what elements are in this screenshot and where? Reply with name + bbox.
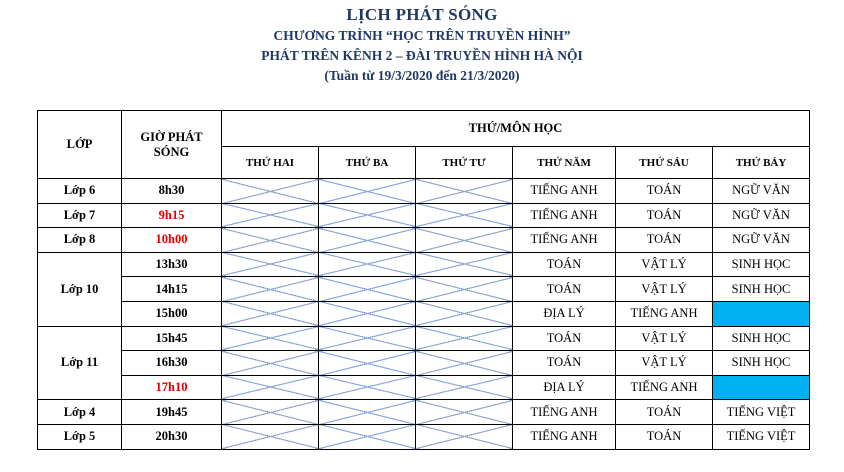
subject-cell-friday: TOÁN — [616, 203, 713, 228]
header-day-thursday: THỨ NĂM — [513, 147, 616, 179]
table-row — [38, 351, 810, 376]
empty-cell-tuesday — [319, 424, 416, 449]
table-row — [38, 179, 810, 204]
header-class: LỚP — [38, 111, 122, 179]
empty-cell-wednesday — [416, 252, 513, 277]
class-cell: Lớp 4 — [38, 400, 122, 425]
empty-cell-monday — [222, 179, 319, 204]
empty-cell-monday — [222, 277, 319, 302]
subject-cell-saturday: SINH HỌC — [713, 326, 810, 351]
empty-cell-monday — [222, 424, 319, 449]
table-row — [38, 375, 810, 400]
empty-cell-wednesday — [416, 424, 513, 449]
empty-cell-tuesday — [319, 252, 416, 277]
class-cell: Lớp 6 — [38, 179, 122, 204]
subject-cell-thursday: TOÁN — [513, 351, 616, 376]
empty-cell-tuesday — [319, 277, 416, 302]
subject-cell-friday: TIẾNG ANH — [616, 301, 713, 326]
table-row — [38, 326, 810, 351]
class-cell: Lớp 5 — [38, 424, 122, 449]
subject-cell-thursday: TIẾNG ANH — [513, 203, 616, 228]
subject-cell-saturday: SINH HỌC — [713, 277, 810, 302]
header-day-tuesday: THỨ BA — [319, 147, 416, 179]
empty-cell-monday — [222, 252, 319, 277]
time-cell: 19h45 — [122, 400, 222, 425]
empty-cell-monday — [222, 400, 319, 425]
subject-cell-friday: TIẾNG ANH — [616, 375, 713, 400]
channel-name: PHÁT TRÊN KÊNH 2 – ĐÀI TRUYỀN HÌNH HÀ NỘI — [261, 48, 583, 63]
table-row — [38, 400, 810, 425]
subject-cell-friday: TOÁN — [616, 424, 713, 449]
table-row — [38, 228, 810, 253]
empty-cell-tuesday — [319, 375, 416, 400]
time-cell: 17h10 — [122, 375, 222, 400]
class-cell: Lớp 8 — [38, 228, 122, 253]
subject-cell-thursday: TOÁN — [513, 326, 616, 351]
class-cell: Lớp 7 — [38, 203, 122, 228]
header-day-wednesday: THỨ TƯ — [416, 147, 513, 179]
empty-cell-monday — [222, 228, 319, 253]
subject-cell-friday: VẬT LÝ — [616, 252, 713, 277]
empty-cell-tuesday — [319, 228, 416, 253]
table-row — [38, 424, 810, 449]
header-day-subject: THỨ/MÔN HỌC — [222, 111, 810, 147]
empty-cell-wednesday — [416, 203, 513, 228]
empty-cell-monday — [222, 351, 319, 376]
empty-cell-wednesday — [416, 228, 513, 253]
table-row — [38, 301, 810, 326]
subject-cell-thursday: TIẾNG ANH — [513, 424, 616, 449]
subject-cell-friday: VẬT LÝ — [616, 277, 713, 302]
subject-cell-friday: VẬT LÝ — [616, 351, 713, 376]
page-title: LỊCH PHÁT SÓNG — [346, 5, 498, 24]
empty-cell-tuesday — [319, 203, 416, 228]
subject-cell-thursday: ĐỊA LÝ — [513, 375, 616, 400]
time-cell: 15h00 — [122, 301, 222, 326]
subject-cell-thursday: ĐỊA LÝ — [513, 301, 616, 326]
class-cell: Lớp 10 — [38, 252, 122, 326]
subject-cell-saturday — [713, 375, 810, 400]
empty-cell-wednesday — [416, 400, 513, 425]
broadcast-schedule-table — [37, 110, 810, 450]
empty-cell-monday — [222, 326, 319, 351]
subject-cell-thursday: TOÁN — [513, 277, 616, 302]
time-cell: 15h45 — [122, 326, 222, 351]
subject-cell-saturday: NGỮ VĂN — [713, 203, 810, 228]
empty-cell-monday — [222, 375, 319, 400]
subject-cell-saturday: TIẾNG VIỆT — [713, 400, 810, 425]
subject-cell-saturday: SINH HỌC — [713, 252, 810, 277]
subject-cell-thursday: TOÁN — [513, 252, 616, 277]
header-day-friday: THỨ SÁU — [616, 147, 713, 179]
empty-cell-wednesday — [416, 301, 513, 326]
subject-cell-friday: TOÁN — [616, 179, 713, 204]
empty-cell-wednesday — [416, 179, 513, 204]
empty-cell-wednesday — [416, 326, 513, 351]
subject-cell-thursday: TIẾNG ANH — [513, 179, 616, 204]
subject-cell-saturday: NGỮ VĂN — [713, 228, 810, 253]
time-cell: 8h30 — [122, 179, 222, 204]
subject-cell-saturday: SINH HỌC — [713, 351, 810, 376]
program-name: CHƯƠNG TRÌNH “HỌC TRÊN TRUYỀN HÌNH” — [273, 28, 571, 43]
empty-cell-wednesday — [416, 375, 513, 400]
subject-cell-friday: TOÁN — [616, 400, 713, 425]
empty-cell-tuesday — [319, 179, 416, 204]
empty-cell-wednesday — [416, 277, 513, 302]
schedule-body — [38, 179, 810, 450]
subject-cell-thursday: TIẾNG ANH — [513, 400, 616, 425]
time-cell: 9h15 — [122, 203, 222, 228]
subject-cell-saturday — [713, 301, 810, 326]
class-cell: Lớp 11 — [38, 326, 122, 400]
subject-cell-thursday: TIẾNG ANH — [513, 228, 616, 253]
empty-cell-tuesday — [319, 400, 416, 425]
time-cell: 14h15 — [122, 277, 222, 302]
empty-cell-tuesday — [319, 301, 416, 326]
header-day-saturday: THỨ BẢY — [713, 147, 810, 179]
table-row — [38, 277, 810, 302]
subject-cell-saturday: NGỮ VĂN — [713, 179, 810, 204]
subject-cell-friday: TOÁN — [616, 228, 713, 253]
date-range: (Tuần từ 19/3/2020 đến 21/3/2020) — [324, 68, 520, 83]
time-cell: 10h00 — [122, 228, 222, 253]
empty-cell-monday — [222, 203, 319, 228]
time-cell: 13h30 — [122, 252, 222, 277]
empty-cell-wednesday — [416, 351, 513, 376]
table-row — [38, 252, 810, 277]
empty-cell-tuesday — [319, 351, 416, 376]
empty-cell-tuesday — [319, 326, 416, 351]
document-header — [0, 4, 844, 86]
time-cell: 20h30 — [122, 424, 222, 449]
subject-cell-friday: VẬT LÝ — [616, 326, 713, 351]
table-row — [38, 203, 810, 228]
subject-cell-saturday: TIẾNG VIỆT — [713, 424, 810, 449]
header-broadcast-time: GIỜ PHÁT SÓNG — [122, 111, 222, 179]
header-day-monday: THỨ HAI — [222, 147, 319, 179]
time-cell: 16h30 — [122, 351, 222, 376]
empty-cell-monday — [222, 301, 319, 326]
